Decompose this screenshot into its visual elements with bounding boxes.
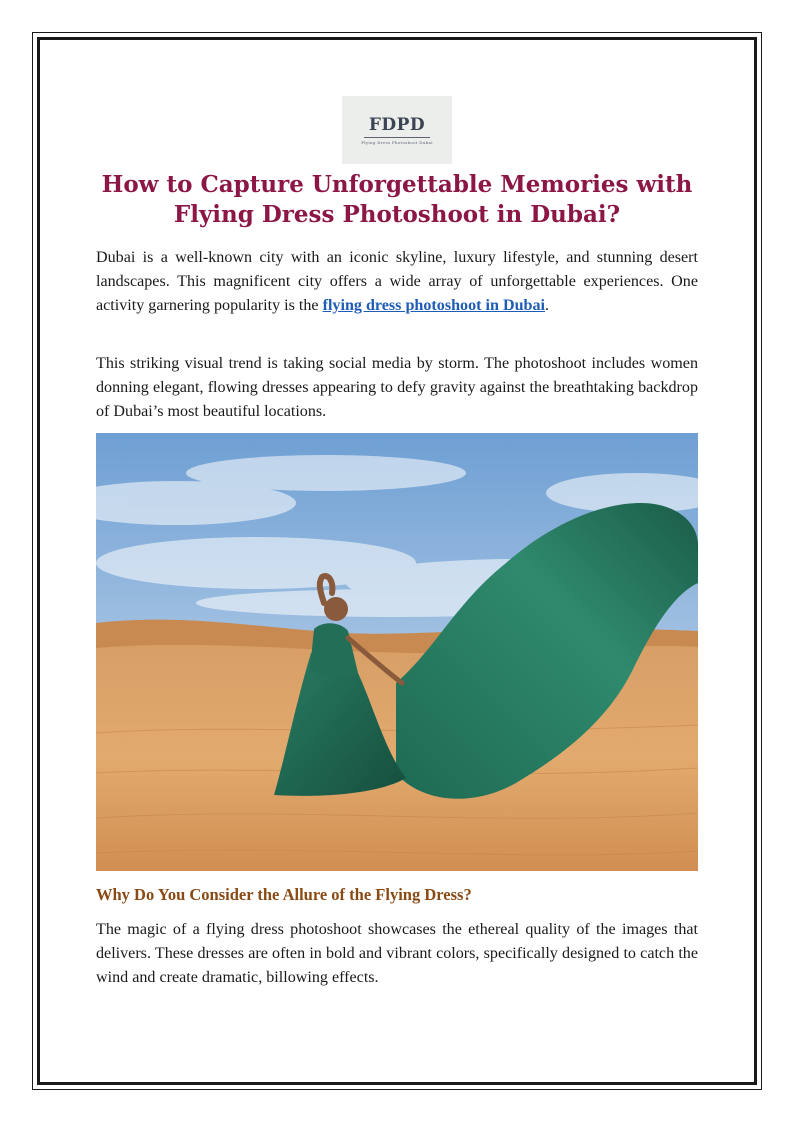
- logo-mark: FDPD: [368, 115, 426, 135]
- title-line-1: How to Capture Unforgettable Memories with: [101, 171, 693, 198]
- intro-end: .: [545, 297, 550, 314]
- flying-dress-photo: [96, 433, 698, 871]
- article-title: [96, 170, 698, 230]
- fdpd-logo: [342, 96, 452, 164]
- head: [324, 597, 348, 621]
- logo-tagline: Flying Dress Photoshoot Dubai: [361, 140, 433, 145]
- section-heading: Why Do You Consider the Allure of the Flying Dress?: [96, 885, 472, 904]
- intro-paragraph: [96, 246, 698, 318]
- logo-divider: [364, 137, 430, 138]
- flying-dress-link[interactable]: flying dress photoshoot in Dubai: [322, 297, 545, 314]
- title-line-2: Flying Dress Photoshoot in Dubai?: [173, 201, 621, 228]
- intro-text: Dubai is a well-known city with an iconic skyline, luxury lifestyle, and stunning desert landscapes. This magnificent city offers a wide array of unforgettable experiences. One activity garnering popularity is the: [96, 249, 698, 314]
- trend-paragraph: This striking visual trend is taking social media by storm. The photoshoot includes women donning elegant, flowing dresses appearing to defy gravity against the breathtaking backdrop of Dubai’s most beautiful locations.: [96, 355, 698, 420]
- allure-paragraph: The magic of a flying dress photoshoot showcases the ethereal quality of the images that delivers. These dresses are often in bold and vibrant colors, specifically designed to catch the wind and create dramatic, billowing effects.: [96, 921, 698, 986]
